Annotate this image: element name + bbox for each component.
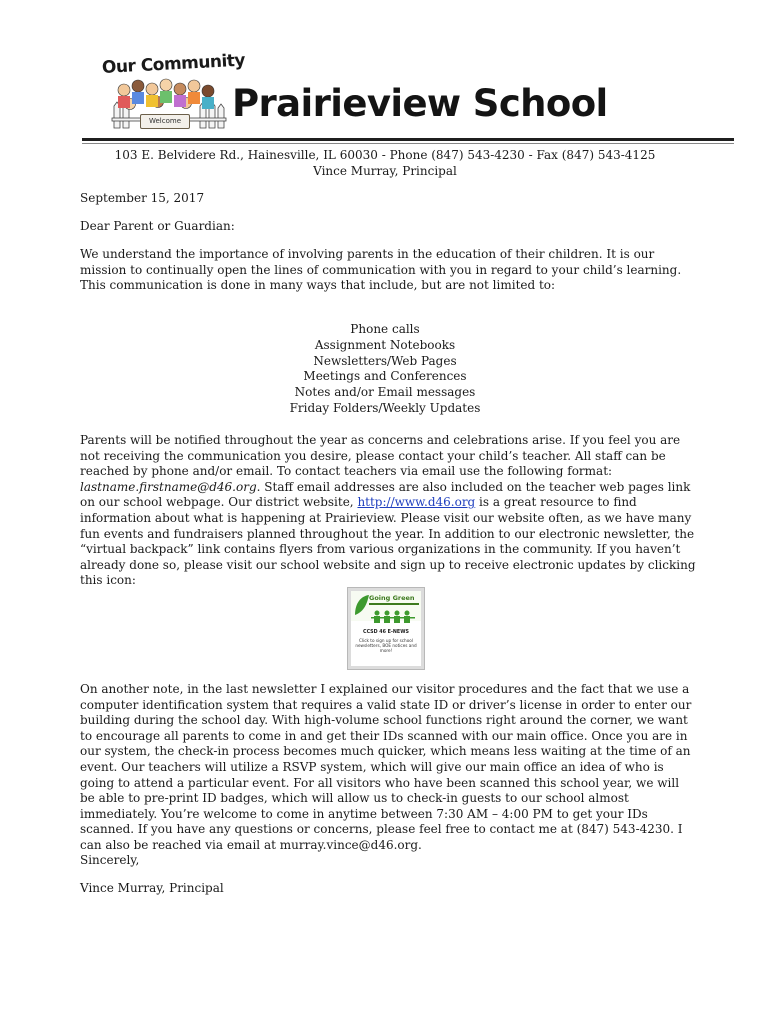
logo-title: Our Community — [101, 50, 246, 78]
going-green-enews-button[interactable] — [347, 587, 425, 670]
list-item: Friday Folders/Weekly Updates — [289, 400, 481, 415]
list-item: Notes and/or Email messages — [294, 385, 476, 400]
letter-signature: Vince Murray, Principal — [80, 881, 224, 895]
letter-closing: Sincerely, — [80, 853, 140, 867]
letter-greeting: Dear Parent or Guardian: — [80, 219, 235, 233]
principal-line: Vince Murray, Principal — [313, 164, 457, 178]
visitor-paragraph: On another note, in the last newsletter I explained our visitor procedures and the fact that we use a computer identification system that requires a valid state ID or driver’s license in order to enter our building during the school day. With high-volume school functions right around the corner, we want to encourage all parents to come in and get their IDs scanned with our main office. Once you are in our system, the check-in process becomes much quicker, which means less waiting at the time of an event. Our teachers will utilize a RSVP system, which will give our main office an idea of who is going to attend a particular event. For all visitors who have been scanned this school year, we will be able to pre-print ID badges, which will allow us to check-in guests to our school almost immediately. You’re welcome to come in anytime between 7:30 AM – 4:00 PM to get your IDs scanned. If you have any questions or concerns, please feel free to contact me at (847) 543-4230. I can also be reached via email at murray.vince@d46.org. — [80, 682, 692, 852]
page-title: Prairieview School — [232, 82, 608, 125]
welcome-sign: Welcome — [140, 114, 190, 129]
district-website-link[interactable]: http://www.d46.org — [357, 495, 476, 510]
list-item: Assignment Notebooks — [314, 337, 456, 352]
header-divider-thin — [82, 143, 734, 144]
school-address: 103 E. Belvidere Rd., Hainesville, IL 60030 - Phone (847) 543-4230 - Fax (847) 543-4125 — [114, 148, 656, 162]
letter-date: September 15, 2017 — [80, 191, 205, 205]
email-format: lastname.firstname@d46.org — [80, 479, 257, 494]
intro-paragraph: We understand the importance of involving parents in the education of their children. It is our mission to continually open the lines of communication with you in regard to your child’s learning. This communication is done in many ways that include, but are not limited to: — [80, 247, 682, 293]
badge-text: Click to sign up for school newsletters, BOE notices and more! — [355, 638, 417, 654]
list-item: Meetings and Conferences — [303, 369, 467, 384]
header-divider — [82, 138, 734, 141]
badge-subtitle: CCSD 46 E-NEWS — [363, 630, 409, 635]
communication-methods-list — [0, 322, 770, 417]
contact-paragraph: Parents will be notified throughout the year as concerns and celebrations arise. If you feel you are not receiving the communication you desire, please contact your child’s teacher. All staff can be reached by phone and/or email. To contact teachers via email use the following format: lastname.firstname@d46.org. Staff email addresses are also included on the teacher web pages link on our school webpage. Our district website, http://www.d46.org is a great resource to find information about what is happening at Prairieview. Please visit our website often, as we have many fun events and fundraisers planned throughout the year. In addition to our electronic newsletter, the “virtual backpack” link contains flyers from various organizations in the community. If you haven’t already done so, please visit our school website and sign up to receive electronic updates by clicking this icon: — [80, 433, 696, 588]
badge-title: Going Green — [369, 594, 415, 602]
list-item: Phone calls — [350, 322, 420, 336]
list-item: Newsletters/Web Pages — [313, 353, 457, 368]
